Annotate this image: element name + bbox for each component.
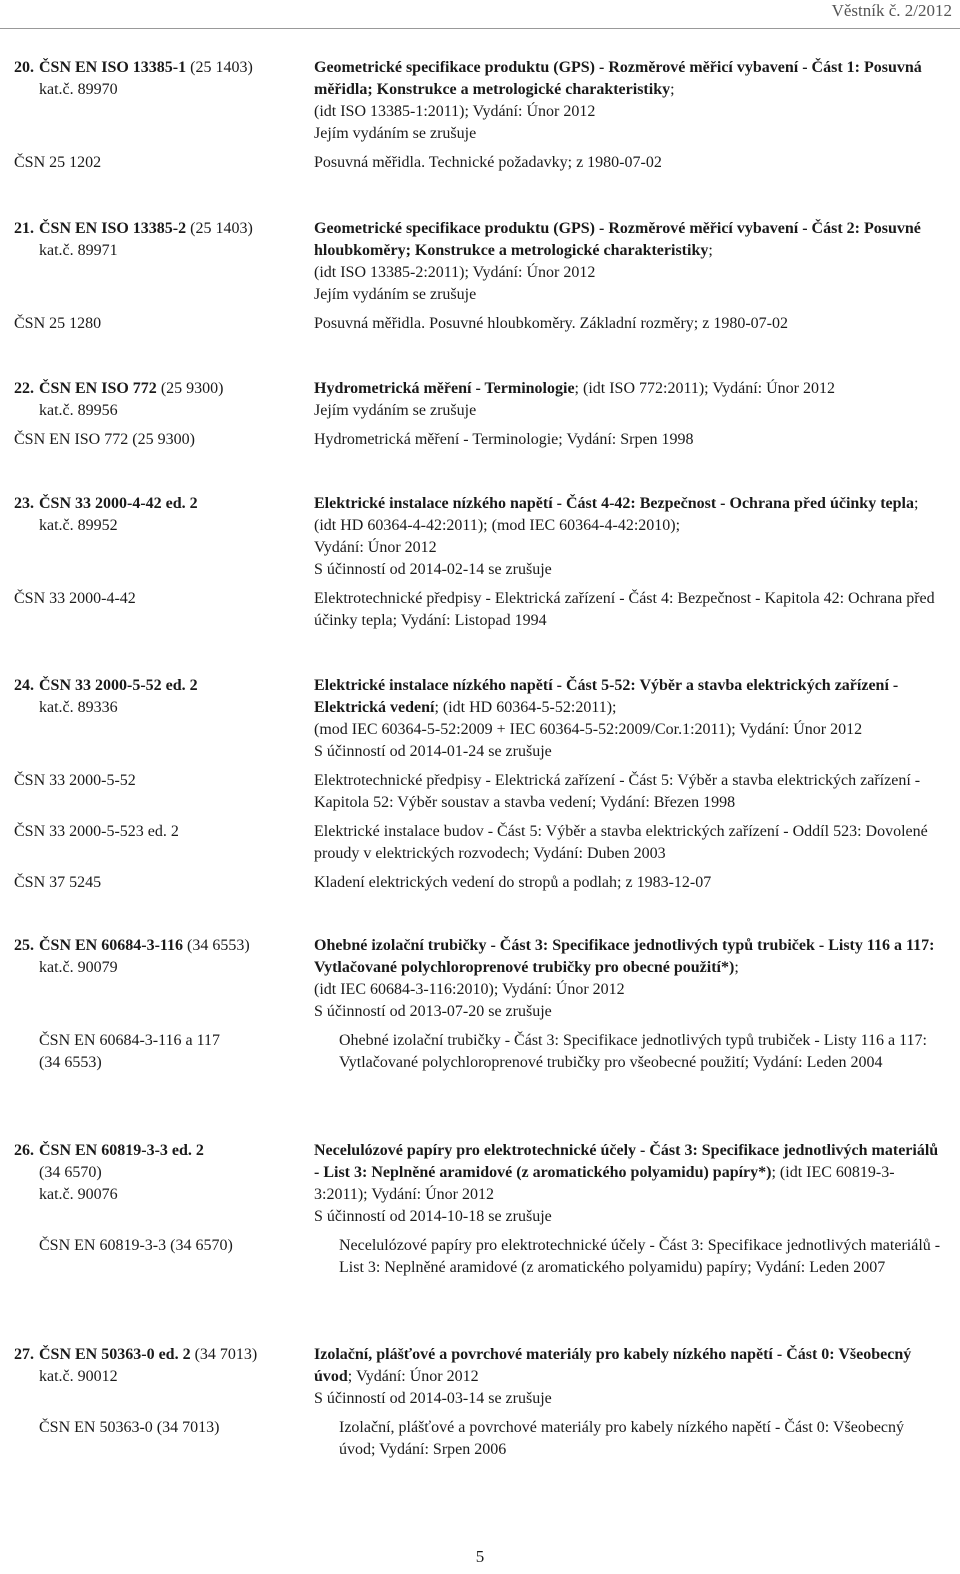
standard-entry: [14, 935, 944, 1074]
replaced-standard-code: ČSN 25 1202: [14, 154, 102, 171]
standard-class: (34 6570): [39, 1164, 102, 1181]
page-header-title: Věstník č. 2/2012: [831, 1, 952, 20]
entry-number: 24.: [14, 677, 34, 694]
entry-number: 25.: [14, 937, 34, 954]
standard-info-line: (idt ISO 13385-1:2011); Vydání: Únor 2012: [314, 103, 596, 120]
standard-info-line: S účinností od 2014-10-18 se zrušuje: [314, 1208, 552, 1225]
standard-info-line: Jejím vydáním se zrušuje: [314, 125, 477, 142]
replaced-standard-title: Posuvná měřidla. Technické požadavky; z 1980-07-02: [314, 154, 662, 171]
standard-title-rest: ; (idt HD 60364-4-42:2011); (mod IEC 60364-4-42:2010);: [314, 495, 919, 534]
standard-title: Geometrické specifikace produktu (GPS) - Rozměrové měřicí vybavení - Část 2: Posuvné hloubkoměry; Konstrukce a metrologické charakteristiky: [314, 220, 921, 259]
standard-info-line: (idt ISO 13385-2:2011); Vydání: Únor 2012: [314, 264, 596, 281]
catalog-number: kat.č. 89971: [39, 242, 118, 259]
standard-entry: [14, 218, 944, 335]
standard-class: (34 7013): [190, 1346, 258, 1363]
standard-title-rest: ;: [734, 959, 739, 976]
catalog-number: kat.č. 90012: [39, 1368, 118, 1385]
replaced-standard-code: ČSN EN 60684-3-116 a 117: [39, 1032, 221, 1049]
entry-number: 20.: [14, 59, 34, 76]
standard-entry: [14, 675, 944, 894]
standard-info-line: (mod IEC 60364-5-52:2009 + IEC 60364-5-52:2009/Cor.1:2011); Vydání: Únor 2012: [314, 721, 863, 738]
replaced-standard-title: Necelulózové papíry pro elektrotechnické účely - Část 3: Specifikace jednotlivých materiálů - List 3: Neplněné aramidové (z aromatického polyamidu) papíry; Vydání: Leden 2007: [339, 1237, 941, 1276]
catalog-number: kat.č. 90079: [39, 959, 118, 976]
standard-title-rest: ; (idt ISO 772:2011); Vydání: Únor 2012: [574, 380, 835, 397]
standard-info-line: (idt IEC 60684-3-116:2010); Vydání: Únor 2012: [314, 981, 625, 998]
catalog-number: kat.č. 89956: [39, 402, 118, 419]
standard-info-line: S účinností od 2014-03-14 se zrušuje: [314, 1390, 552, 1407]
page-number: 5: [475, 1547, 485, 1566]
standard-code: ČSN EN 60819-3-3 ed. 2: [39, 1142, 204, 1159]
standard-info-line: Vydání: Únor 2012: [314, 539, 437, 556]
standard-title: Ohebné izolační trubičky - Část 3: Specifikace jednotlivých typů trubiček - Listy 116 a 117: Vytlačované polychloroprenové trubičky pro obecné použití*): [314, 937, 935, 976]
replaced-standard-title: Hydrometrická měření - Terminologie; Vydání: Srpen 1998: [314, 431, 694, 448]
catalog-number: kat.č. 89336: [39, 699, 118, 716]
replaced-standard-code: ČSN 33 2000-5-52: [14, 772, 136, 789]
standard-entry: [14, 1344, 944, 1461]
replaced-standard-class: (34 6553): [39, 1054, 102, 1071]
standard-code: ČSN EN ISO 13385-2: [39, 220, 187, 237]
standard-title-rest: ; (idt IEC 60819-3-3:2011); Vydání: Únor 2012: [314, 1164, 895, 1203]
entry-number: 27.: [14, 1346, 34, 1363]
replaced-standard-title: Kladení elektrických vedení do stropů a podlah; z 1983-12-07: [314, 874, 712, 891]
replaced-standard-code: ČSN 25 1280: [14, 315, 102, 332]
standard-code: ČSN 33 2000-5-52 ed. 2: [39, 677, 198, 694]
standard-info-line: S účinností od 2013-07-20 se zrušuje: [314, 1003, 552, 1020]
standard-info-line: S účinností od 2014-02-14 se zrušuje: [314, 561, 552, 578]
standard-title-rest: ;: [670, 81, 675, 98]
entry-number: 23.: [14, 495, 34, 512]
entry-number: 21.: [14, 220, 34, 237]
standard-title: Elektrické instalace nízkého napětí - Část 5-52: Výběr a stavba elektrických zařízení - Elektrická vedení: [314, 677, 899, 716]
replaced-standard-code: ČSN EN 50363-0 (34 7013): [39, 1419, 220, 1436]
standard-code: ČSN EN ISO 772: [39, 380, 157, 397]
standard-code: ČSN 33 2000-4-42 ed. 2: [39, 495, 198, 512]
standard-entry: [14, 57, 944, 174]
standard-entry: [14, 1140, 944, 1279]
replaced-standard-title: Posuvná měřidla. Posuvné hloubkoměry. Základní rozměry; z 1980-07-02: [314, 315, 788, 332]
standard-entry: [14, 378, 944, 451]
replaced-standard-code: ČSN 37 5245: [14, 874, 102, 891]
entry-number: 22.: [14, 380, 34, 397]
standard-title-rest: ; (idt HD 60364-5-52:2011);: [434, 699, 617, 716]
catalog-number: kat.č. 90076: [39, 1186, 118, 1203]
standard-class: (25 1403): [186, 59, 253, 76]
standard-info-line: S účinností od 2014-01-24 se zrušuje: [314, 743, 552, 760]
standard-title-rest: ;: [708, 242, 713, 259]
standard-class: (25 1403): [186, 220, 253, 237]
standard-class: (25 9300): [156, 380, 224, 397]
replaced-standard-code: ČSN 33 2000-4-42: [14, 590, 136, 607]
standard-title-rest: ; Vydání: Únor 2012: [347, 1368, 479, 1385]
standard-title: Geometrické specifikace produktu (GPS) - Rozměrové měřicí vybavení - Část 1: Posuvná měřidla; Konstrukce a metrologické charakteristiky: [314, 59, 922, 98]
entry-number: 26.: [14, 1142, 34, 1159]
catalog-number: kat.č. 89952: [39, 517, 118, 534]
replaced-standard-title: Elektrické instalace budov - Část 5: Výběr a stavba elektrických zařízení - Oddíl 523: Dovolené proudy v elektrických rozvodech; Vydání: Duben 2003: [314, 823, 928, 862]
standard-entry: [14, 493, 944, 632]
standard-info-line: Jejím vydáním se zrušuje: [314, 402, 477, 419]
header-rule: [0, 28, 960, 29]
standard-class: (34 6553): [183, 937, 250, 954]
standard-title: Necelulózové papíry pro elektrotechnické účely - Část 3: Specifikace jednotlivých materiálů - List 3: Neplněné aramidové (z aromatického polyamidu) papíry*): [314, 1142, 939, 1181]
catalog-number: kat.č. 89970: [39, 81, 118, 98]
standard-title: Izolační, plášťové a povrchové materiály pro kabely nízkého napětí - Část 0: Všeobecný úvod: [314, 1346, 912, 1385]
replaced-standard-code: ČSN EN ISO 772 (25 9300): [14, 431, 195, 448]
replaced-standard-code: ČSN EN 60819-3-3 (34 6570): [39, 1237, 233, 1254]
standard-code: ČSN EN 50363-0 ed. 2: [39, 1346, 191, 1363]
standard-title: Hydrometrická měření - Terminologie: [314, 380, 575, 397]
standard-info-line: Jejím vydáním se zrušuje: [314, 286, 477, 303]
replaced-standard-code: ČSN 33 2000-5-523 ed. 2: [14, 823, 179, 840]
replaced-standard-title: Ohebné izolační trubičky - Část 3: Specifikace jednotlivých typů trubiček - Listy 116 a 117: Vytlačované polychloroprenové trubičky pro všeobecné použití; Vydání: Leden 2004: [339, 1032, 927, 1071]
replaced-standard-title: Elektrotechnické předpisy - Elektrická zařízení - Část 5: Výběr a stavba elektrických zařízení - Kapitola 52: Výběr soustav a stavba vedení; Vydání: Březen 1998: [314, 772, 921, 811]
replaced-standard-title: Elektrotechnické předpisy - Elektrická zařízení - Část 4: Bezpečnost - Kapitola 42: Ochrana před účinky tepla; Vydání: Listopad 1994: [314, 590, 935, 629]
standard-title: Elektrické instalace nízkého napětí - Část 4-42: Bezpečnost - Ochrana před účinky tepla: [314, 495, 914, 512]
standard-code: ČSN EN ISO 13385-1: [39, 59, 187, 76]
replaced-standard-title: Izolační, plášťové a povrchové materiály pro kabely nízkého napětí - Část 0: Všeobecný úvod; Vydání: Srpen 2006: [339, 1419, 905, 1458]
standard-code: ČSN EN 60684-3-116: [39, 937, 184, 954]
